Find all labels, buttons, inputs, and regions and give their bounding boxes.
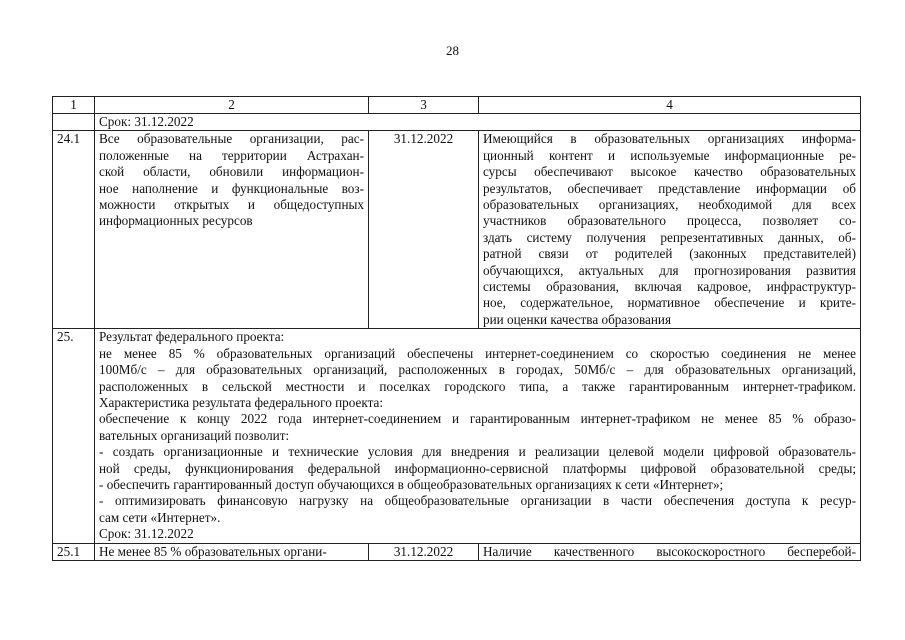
deadline-date: 31.12.2022 <box>369 131 479 329</box>
activity-line: можности открытых и общедоступных <box>99 197 364 213</box>
federal-project-result <box>95 329 861 543</box>
result-text-line: ной среды, функционирования федеральной информационно-сервисной платформы цифровой образовательной среды; <box>99 460 856 476</box>
result-line: сурсы обеспечивают высокое качество образовательных <box>483 164 856 180</box>
result-text-line: - обеспечить гарантированный доступ обучающихся в общеобразовательных организациях к сети «Интернет»; <box>99 476 724 492</box>
activity-line: Не менее 85 % образовательных органи- <box>99 543 327 559</box>
result-line: участников образовательного процесса, позволяет со- <box>483 213 856 229</box>
result-text-line: не менее 85 % образовательных организаций обеспечены интернет-соединением со скоростью соединения не менее <box>99 345 856 361</box>
result-line: результатов, обеспечивает представление информации об <box>483 180 856 196</box>
activity-description <box>95 131 369 329</box>
result-text-line: Результат федерального проекта: <box>99 329 285 345</box>
activity-line: Все образовательные организации, рас- <box>99 131 364 147</box>
deadline-row <box>53 114 861 131</box>
result-text-line: вательных организаций позволит: <box>99 427 290 443</box>
table-header-row <box>53 97 861 114</box>
result-line: обучающихся, актуальных для прогнозирования развития <box>483 262 856 278</box>
activity-line: положенные на территории Астрахан- <box>99 147 364 163</box>
row-number: 24.1 <box>53 131 95 329</box>
result-line: ратной связи от родителей (законных представителей) <box>483 246 856 262</box>
row-number: 25.1 <box>53 543 95 560</box>
table-row-25-1 <box>53 543 861 560</box>
result-line: здать систему получения репрезентативных данных, об- <box>483 229 856 245</box>
activity-description <box>95 543 369 560</box>
header-col-1: 1 <box>53 97 95 114</box>
activity-line: ской области, обновили информацион- <box>99 164 364 180</box>
document-table <box>52 96 861 561</box>
header-col-2: 2 <box>95 97 369 114</box>
result-description <box>479 543 861 560</box>
result-text-line: расположенных в сельской местности и поселках городского типа, а также гарантированным интернет-трафиком. <box>99 378 856 394</box>
result-line: Наличие качественного высокоскоростного бесперебой- <box>483 543 856 559</box>
deadline-num-cell <box>53 114 95 131</box>
page-number: 28 <box>446 43 459 58</box>
result-line: образовательных организациях, необходимой для всех <box>483 197 856 213</box>
result-text-line: - создать организационные и технические условия для внедрения и реализации целевой модели цифровой образователь- <box>99 444 856 460</box>
result-text-line: сам сети «Интернет». <box>99 509 221 525</box>
header-col-3: 3 <box>369 97 479 114</box>
result-line: Имеющийся в образовательных организациях информа- <box>483 131 856 147</box>
deadline-date: 31.12.2022 <box>369 543 479 560</box>
activity-line: ное наполнение и функциональные воз- <box>99 180 364 196</box>
deadline-text: Срок: 31.12.2022 <box>95 114 861 131</box>
result-description <box>479 131 861 329</box>
result-line: рии оценки качества образования <box>483 311 672 327</box>
activity-line: информационных ресурсов <box>99 213 253 229</box>
table-row-24-1 <box>53 131 861 329</box>
result-line: ционный контент и используемые информационные ре- <box>483 147 856 163</box>
header-col-4: 4 <box>479 97 861 114</box>
result-deadline-line: Срок: 31.12.2022 <box>99 526 194 542</box>
row-number: 25. <box>53 329 95 543</box>
result-text-line: Характеристика результата федерального проекта: <box>99 394 384 410</box>
result-line: ное, содержательное, нормативное обеспечение и крите- <box>483 295 856 311</box>
result-text-line: обеспечение к концу 2022 года интернет-соединением и гарантированным интернет-трафиком не менее 85 % образо- <box>99 411 856 427</box>
table-row-25 <box>53 329 861 543</box>
result-text-line: - оптимизировать финансовую нагрузку на общеобразовательные организации в части обеспечения доступа к ресур- <box>99 493 856 509</box>
result-line: системы образования, включая кадровое, инфраструктур- <box>483 279 856 295</box>
result-text-line: 100Мб/с – для образовательных организаций, расположенных в городах, 50Мб/с – для образовательных организаций, <box>99 362 856 378</box>
